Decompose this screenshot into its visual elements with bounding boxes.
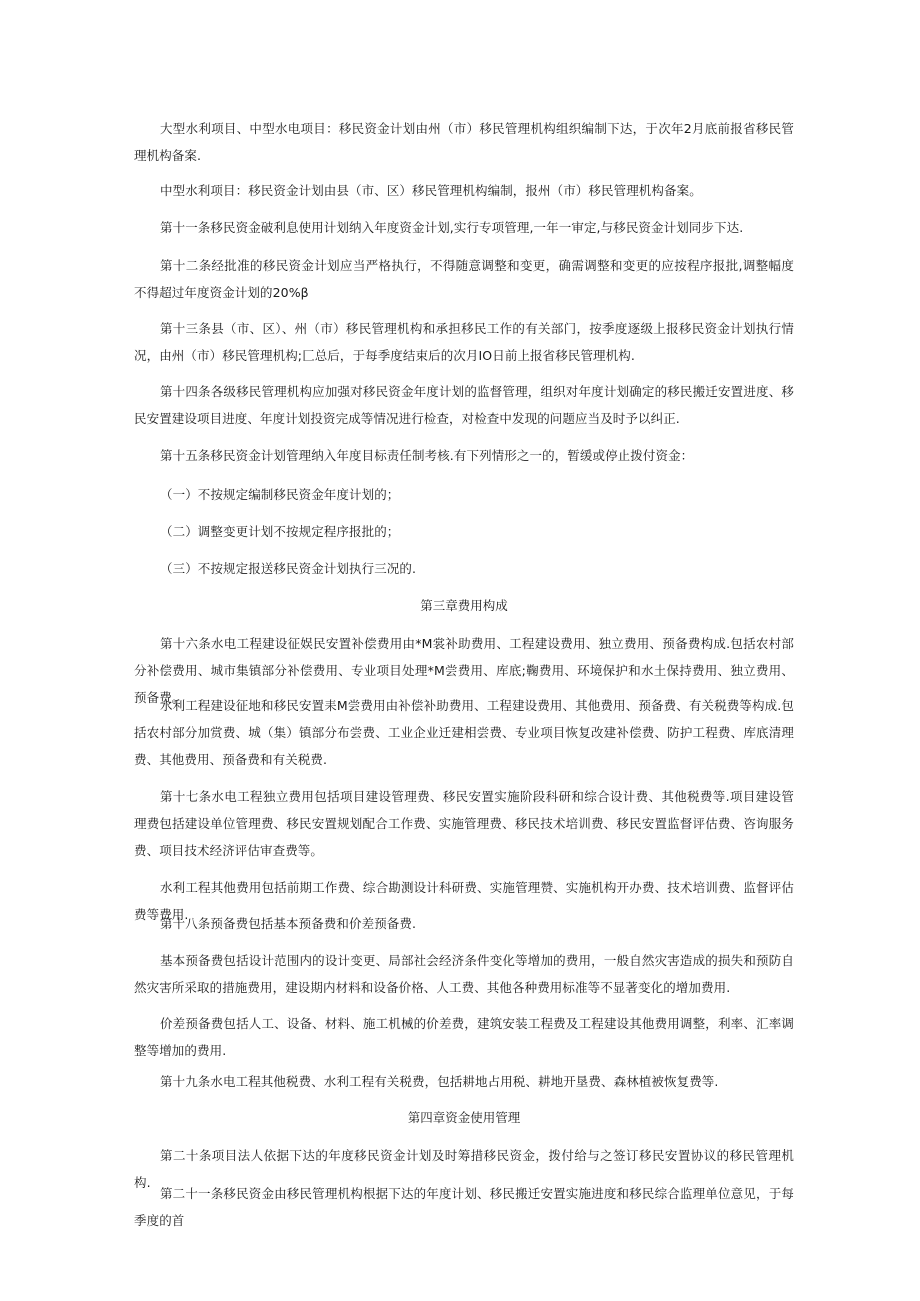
chapter-3-title: 第三章费用构成 (420, 598, 508, 613)
article-20: 第二十条项目法人依据下达的年度移民资金计划及时筹措移民资金，拨付给与之签订移民安置协议的移民管理机构. (134, 1148, 794, 1190)
article-14: 第十四条各级移民管理机构应加强对移民资金年度计划的监督管理，组织对年度计划确定的移民搬迁安置进度、移民安置建设项目进度、年度计划投资完成等情况进行检查，对检查中发现的问题应当及时予以纠正. (134, 384, 794, 426)
article-12: 第十二条经批准的移民资金计划应当严格执行，不得随意调整和变更，确需调整和变更的应按程序报批,调整幅度不得超过年度资金计划的20%β (134, 258, 794, 300)
list-item: （一）不按规定编制移民资金年度计划的； (160, 487, 400, 502)
list-item: （三）不按规定报送移民资金计划执行三况的. (160, 561, 417, 576)
paragraph-large-project: 大型水利项目、中型水电项目：移民资金计划由州（市）移民管理机构组织编制下达，于次年2月底前报省移民管理机构备案. (134, 121, 794, 163)
list-item: （二）调整变更计划不按规定程序报批的； (160, 524, 400, 539)
article-16: 第十六条水电工程建设征娱民安置补偿费用由*M裳补助费用、工程建设费用、独立费用、预备费构成.包括农村部分补偿费用、城市集镇部分补偿费用、专业项目处理*M尝费用、库底;鞠费用、环境保护和水土保持费用、独立费用、预备费。 (134, 636, 794, 705)
paragraph-water-compensation: 水利工程建设征地和移民安置耒M尝费用由补偿补助费用、工程建设费用、其他费用、预备费、有关税费等构成.包括农村部分加赏费、城（集）镇部分布尝费、工业企业迁建相尝费、专业项目恢复改建补偿费、防护工程费、库底清理费、其他费用、预备费和有关税费. (134, 698, 794, 767)
chapter-4-title: 第四章资金使用管理 (407, 1110, 521, 1125)
paragraph-basic-reserve: 基本预备费包括设计范围内的设计变更、局部社会经济条件变化等增加的费用，一般自然灾害造成的损失和预防自然灾害所采取的措施费用，建设期内材料和设备价格、人工费、其他各种费用标准等不显著变化的增加费用. (134, 953, 794, 995)
paragraph-medium-project: 中型水利项目：移民资金计划由县（市、区）移民管理机构编制，报州（市）移民管理机构备案。 (160, 183, 702, 198)
paragraph-price-reserve: 价差预备费包括人工、设备、材料、施工机械的价差费，建筑安装工程费及工程建设其他费用调整，利率、汇率调整等增加的费用. (134, 1016, 794, 1058)
article-15: 第十五条移民资金计划管理纳入年度目标责任制考核.有下列情形之一的，暂缓或停止拨付资金： (160, 448, 694, 463)
article-13: 第十三条县（市、区）、州（市）移民管理机构和承担移民工作的有关部门，按季度逐级上报移民资金计划执行情况，由州（市）移民管理机构;匚总后，于每季度结束后的次月IO日前上报省移民管理机构. (134, 321, 794, 363)
paragraph-water-other-fees: 水利工程其他费用包括前期工作费、综合勘测设计科研费、实施管理赞、实施机构开办费、技术培训费、监督评估费等费用. (134, 880, 794, 922)
article-21: 第二十一条移民资金由移民管理机构根据下达的年度计划、移民搬迁安置实施进度和移民综合监理单位意见，于每季度的首 (134, 1186, 794, 1228)
article-18: 第十八条预备费包括基本预备费和价差预备费. (160, 916, 417, 931)
article-11: 第十一条移民资金破利息使用计划纳入年度资金计划,实行专项管理,一年一审定,与移民资金计划同步下达. (160, 220, 744, 235)
article-19: 第十九条水电工程其他税费、水利工程有关税费，包括耕地占用税、耕地开垦费、森林植被恢复费等. (160, 1074, 719, 1089)
article-17: 第十七条水电工程独立费用包括项目建设管理费、移民安置实施阶段科研和综合设计费、其他税费等.项目建设管理费包括建设单位管理费、移民安置规划配合工作费、实施管理费、移民技术培训费、移民安置监督评估费、咨询服务费、项目技术经济评估审查费等。 (134, 789, 794, 858)
